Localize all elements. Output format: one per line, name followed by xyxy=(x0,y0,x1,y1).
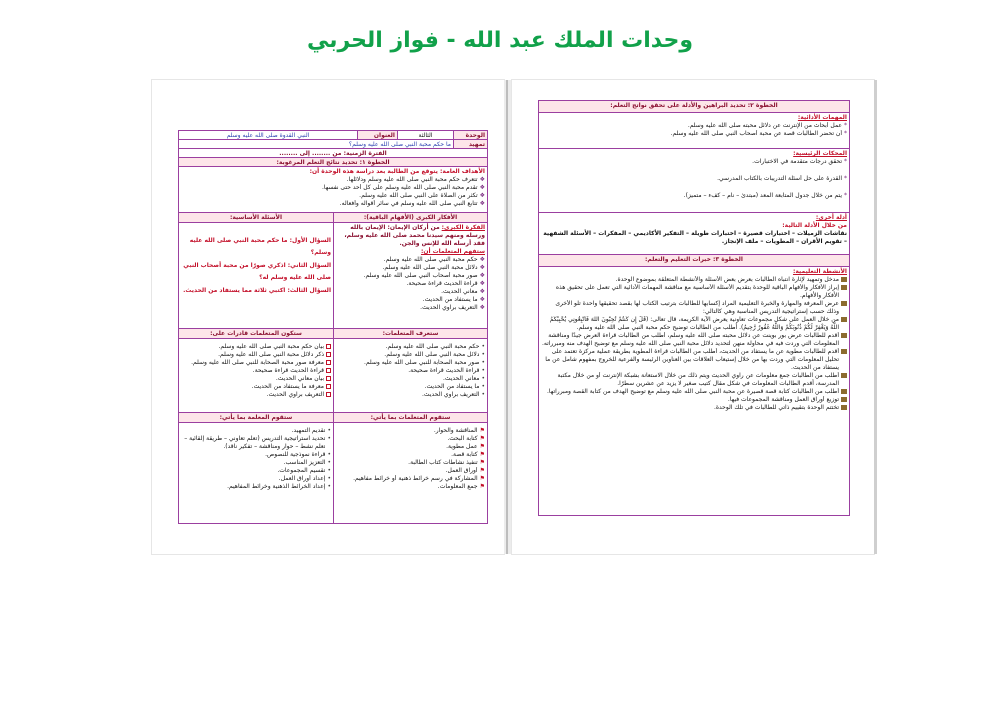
unit-plan-table xyxy=(178,130,488,524)
list-item: أقدم للطالبات عرض بور بوينت عن دلائل محبته صلى الله عليه وسلم، أطلب من الطالبات قراءة العرض جيدًا ومناقشة المعلومات التي وردت فيه في محاولة منهن لتحديد دلائل محبة النبي صلى الله عليه وسلم مع توضيح الهدف منه ومبرراته. xyxy=(541,332,847,348)
unit-title: النبي القدوة صلى الله عليه وسلم xyxy=(226,132,310,139)
bullet-icon: • xyxy=(481,343,485,350)
checkbox-icon xyxy=(326,368,331,373)
list-item: ⚑ المشاركة في رسم خرائط ذهنية أو خرائط مفاهيم. xyxy=(353,475,485,482)
bullet-icon: • xyxy=(327,483,331,490)
bullet-icon: • xyxy=(327,475,331,482)
checkbox-icon xyxy=(326,360,331,365)
flag-icon: ⚑ xyxy=(479,427,485,434)
goals-intro: الأهداف العامة: يتوقع من الطالبة بعد دراسة هذه الوحدة أن: xyxy=(309,168,485,175)
bullet-icon: • xyxy=(327,459,331,466)
star-bullet-icon: * xyxy=(844,158,847,165)
question-3: السؤال الثالث: اكتبي ثلاثة مما يستفاد من الحديث. xyxy=(183,287,331,294)
list-item: ⚑ أوراق العمل. xyxy=(445,467,485,474)
book-icon xyxy=(841,397,847,402)
list-item: إبراز الأفكار والأفهام الباقية للوحدة بتقديم الأسئلة الأساسية مع مناقشة المهمات الأدائية التي تعمل على تحقيق هذه الأفكار والأفهام. xyxy=(541,284,847,300)
flag-icon: ⚑ xyxy=(479,451,485,458)
flag-icon: ⚑ xyxy=(479,483,485,490)
big-ideas-title: الأفكار الكبرى (الأفهام الباقية): xyxy=(333,213,487,222)
book-icon xyxy=(841,389,847,394)
list-item: ❖ تكثر من الصلاة على النبي صلى الله عليه وسلم. xyxy=(359,192,485,199)
checkbox-icon xyxy=(326,392,331,397)
intro-question: ما حكم محبة النبي صلى الله عليه وسلم؟ xyxy=(348,141,451,148)
list-item: أقدم للطالبات مطوية عن ما يستفاد من الحديث، أطلب من الطالبات قراءة المطوية بطريقة عملية مركزة تعتمد على تحليل المعلومات التي وردت بها من خلال إستيعاب العلاقات بين العناوين الرئيسة والفرعية للخروج بمفهوم شامل عن ما يستفاد من الحديث. xyxy=(541,348,847,372)
list-item: تختتم الوحدة بتقييم ذاتي للطالبات في تلك الوحدة. xyxy=(541,404,847,412)
outcomes-label: ستفهم المتعلمات أن: xyxy=(420,248,485,255)
diamond-bullet-icon: ❖ xyxy=(479,176,485,183)
checkbox-icon xyxy=(326,376,331,381)
flag-icon: ⚑ xyxy=(479,459,485,466)
book-icon xyxy=(841,349,847,354)
diamond-bullet-icon: ❖ xyxy=(479,256,485,263)
list-item: أطلب من الطالبات كتابة قصة قصيرة عن محبة النبي صلى الله عليه وسلم مع توضيح الهدف من كتابة القصة ومبرراتها. xyxy=(541,388,847,396)
book-icon xyxy=(841,277,847,282)
unit-label: الوحدة xyxy=(453,131,487,139)
book-icon xyxy=(841,405,847,410)
page-title: وحدات الملك عبد الله - فواز الحربي xyxy=(306,28,694,53)
list-item: ذكر دلائل محبة النبي صلى الله عليه وسلم. xyxy=(181,351,331,359)
list-item: • التعريف براوي الحديث. xyxy=(422,391,485,398)
checkbox-icon xyxy=(326,352,331,357)
bullet-icon: • xyxy=(481,351,485,358)
bullet-icon: • xyxy=(481,367,485,374)
list-item: • تقديم التمهيد. xyxy=(291,427,331,434)
list-item: ❖ معاني الحديث. xyxy=(441,288,485,295)
list-item: ⚑ المناقشة والحوار. xyxy=(433,427,485,434)
list-item: * عمل أبحاث من الإنترنت عن دلائل محبته صلى الله عليه وسلم. xyxy=(687,122,847,129)
list-item: ❖ تتعرف حكم محبة النبي صلى الله عليه وسلم ودلائلها. xyxy=(346,176,485,183)
list-item: • قراءة نموذجية للنصوص. xyxy=(265,451,331,458)
list-item: • معاني الحديث. xyxy=(442,375,485,382)
list-item: أطلب من الطالبات جمع معلومات عن راوي الحديث ويتم ذلك من خلال الاستعانة بشبكة الإنترنت أو من خلال مكتبة المدرسة، أقدم الطالبات المعلومات في شكل مقال كتيب صغير لا يزيد عن عشرين سطرًا. xyxy=(541,372,847,388)
teacher-do-title: ستقوم المعلمة بما يأتي: xyxy=(219,414,293,421)
book-icon xyxy=(841,333,847,338)
diamond-bullet-icon: ❖ xyxy=(479,288,485,295)
list-item: • التعزيز المناسب. xyxy=(283,459,331,466)
evidence-activities-table xyxy=(538,100,850,516)
list-item: عرض المعرفة والمهارة والخبرة التعليمية المراد إكسابها للطالبات بترتيب الكتاب لها بقصد تحقيقها واحدة تلو الأخرى وذلك حسب إستراتيجية التدريس المناسبة وهي كالتالي: xyxy=(541,300,847,316)
list-item: ❖ حكم محبة النبي صلى الله عليه وسلم. xyxy=(383,256,485,263)
know-title: ستعرف المتعلمات: xyxy=(333,329,487,338)
list-item: ⚑ كتابة قصة. xyxy=(451,451,485,458)
able-title: ستكون المتعلمات قادرات على: xyxy=(210,330,302,337)
list-item: توزيع أوراق العمل ومناقشة المجموعات فيها. xyxy=(541,396,847,404)
list-item: * القدرة على حل أسئلة التدريبات بالكتاب المدرسي. xyxy=(717,175,847,182)
page-gutter xyxy=(504,80,512,554)
list-item: • تقسيم المجموعات. xyxy=(277,467,331,474)
list-item: ❖ تتابع النبي صلى الله عليه وسلم في سائر أقواله وأفعاله. xyxy=(339,200,485,207)
bullet-icon: • xyxy=(327,435,331,442)
star-bullet-icon: * xyxy=(844,192,847,199)
flag-icon: ⚑ xyxy=(479,443,485,450)
list-item: • إعداد الخرائط الذهنية وخرائط المفاهيم. xyxy=(227,483,331,490)
other-evidence-text: نقاشات الزميلات – اختبارات قصيرة – اختبارات طويلة – التفكير الأكاديمي – المفكرات – الأسئلة الشفهية – تقويم الأقران – المطويات – ملف الإنجاز. xyxy=(543,230,847,245)
list-item: بيان حكم محبة النبي صلى الله عليه وسلم. xyxy=(181,343,331,351)
star-bullet-icon: * xyxy=(844,175,847,182)
list-item: من خلال العمل على شكل مجموعات تعاونية يعرض الآية الكريمة، قال تعالى: (قُلْ إِن كُنتُمْ تُحِبُّونَ اللَّهَ فَاتَّبِعُونِي يُحْبِبْكُمُ اللَّهُ وَيَغْفِرْ لَكُمْ ذُنُوبَكُمْ وَاللَّهُ غَفُورٌ رَّحِيمٌ). أطلب من الطالبات توضيح حكم محبة النبي صلى الله عليه وسلم. xyxy=(541,316,847,332)
step3-title: الخطوة ٣: خبرات التعليم والتعلم: xyxy=(645,256,743,263)
other-evidence-sub: من خلال الأدلة التالية: xyxy=(782,222,847,229)
list-item: مدخل وتمهيد لإثارة انتباه الطالبات بعرض بعض الأسئلة والأنشطة المتعلقة بموضوع الوحدة. xyxy=(541,276,847,284)
question-2: السؤال الثاني: اذكري صورًا من محبة أصحاب النبي صلى الله عليه وسلم له؟ xyxy=(183,262,331,281)
list-item: معرفة ما يستفاد من الحديث. xyxy=(181,383,331,391)
diamond-bullet-icon: ❖ xyxy=(479,264,485,271)
big-idea-text: من أركان الإيمان: الإيمان بالله ورسله ومنهم سيدنا محمد صلى الله عليه وسلم، فقد أرسله الله للإنس والجن. xyxy=(344,224,485,247)
list-item: ❖ قراءة الحديث قراءة صحيحة. xyxy=(406,280,485,287)
diamond-bullet-icon: ❖ xyxy=(479,280,485,287)
diamond-bullet-icon: ❖ xyxy=(479,272,485,279)
list-item: بيان معاني الحديث. xyxy=(181,375,331,383)
step2-title: الخطوة ٢: تحديد البراهين والأدلة على تحقق نواتج التعلم: xyxy=(610,102,778,109)
bullet-icon: • xyxy=(327,427,331,434)
checkbox-icon xyxy=(326,344,331,349)
unit-value: الثالثة xyxy=(397,131,453,139)
list-item: ❖ صور محبة أصحاب النبي صلى الله عليه وسلم. xyxy=(363,272,485,279)
activities-title: الأنشطة التعليمية: xyxy=(792,268,847,275)
list-item: ❖ التعريف براوي الحديث. xyxy=(420,304,485,311)
list-item: التعريف براوي الحديث. xyxy=(181,391,331,399)
list-item: معرفة صور محبة الصحابة للنبي صلى الله عليه وسلم. xyxy=(181,359,331,367)
list-item: ⚑ كتابة البحث. xyxy=(447,435,485,442)
diamond-bullet-icon: ❖ xyxy=(479,192,485,199)
star-bullet-icon: * xyxy=(844,122,847,129)
list-item: • إعداد أوراق العمل. xyxy=(278,475,331,482)
book-icon xyxy=(841,317,847,322)
diamond-bullet-icon: ❖ xyxy=(479,296,485,303)
bullet-icon: • xyxy=(327,467,331,474)
list-item: ❖ دلائل محبة النبي صلى الله عليه وسلم. xyxy=(382,264,485,271)
list-item: • دلائل محبة النبي صلى الله عليه وسلم. xyxy=(384,351,485,358)
list-item: • ما يستفاد من الحديث. xyxy=(424,383,485,390)
checkbox-icon xyxy=(326,384,331,389)
question-1: السؤال الأول: ما حكم محبة النبي صلى الله عليه وسلم؟ xyxy=(189,237,331,256)
book-icon xyxy=(841,373,847,378)
flag-icon: ⚑ xyxy=(479,435,485,442)
list-item: • صور محبة الصحابة للنبي صلى الله عليه وسلم. xyxy=(363,359,485,366)
flag-icon: ⚑ xyxy=(479,467,485,474)
flag-icon: ⚑ xyxy=(479,475,485,482)
list-item: • قراءة الحديث قراءة صحيحة. xyxy=(408,367,485,374)
book-icon xyxy=(841,301,847,306)
time-period: الفترة الزمنية: من ........ إلى ........ xyxy=(279,150,387,157)
other-evidence-title: أدلة أخرى: xyxy=(815,214,847,221)
bullet-icon: • xyxy=(481,359,485,366)
list-item: * تحقق درجات متقدمة في الاختبارات. xyxy=(752,158,847,165)
list-item: • تحديد استراتيجية التدريس (تعلم تعاوني – طريقة إلقائية – تعلم نشط – حوار ومناقشة – تفكير ناقد). xyxy=(184,435,331,450)
diamond-bullet-icon: ❖ xyxy=(479,184,485,191)
intro-label: تمهيد xyxy=(453,140,487,148)
diamond-bullet-icon: ❖ xyxy=(479,304,485,311)
step1-title: الخطوة ١: تحديد نتائج التعلم المرغوبة: xyxy=(276,159,390,166)
tasks-title: المهمات الأدائية: xyxy=(797,114,847,121)
bullet-icon: • xyxy=(481,375,485,382)
students-do-title: ستقوم المتعلمات بما يأتي: xyxy=(333,413,487,422)
list-item: ⚑ جمع المعلومات. xyxy=(437,483,485,490)
bullet-icon: • xyxy=(327,451,331,458)
book-icon xyxy=(841,285,847,290)
big-idea-label: الفكرة الكبرى: xyxy=(441,224,485,231)
list-item: ❖ تقدم محبة النبي صلى الله عليه وسلم على كل أحد حتى نفسها. xyxy=(321,184,485,191)
diamond-bullet-icon: ❖ xyxy=(479,200,485,207)
bullet-icon: • xyxy=(481,391,485,398)
title-label: العنوان xyxy=(357,131,397,139)
list-item: * أن تحضر الطالبات قصة عن محبة أصحاب النبي صلى الله عليه وسلم. xyxy=(670,130,847,137)
goals-list xyxy=(181,176,485,208)
criteria-title: المحكات الرئيسية: xyxy=(793,150,847,157)
list-item: • حكم محبة النبي صلى الله عليه وسلم. xyxy=(385,343,485,350)
essential-questions-title: الأسئلة الأساسية: xyxy=(229,214,283,221)
bullet-icon: • xyxy=(481,383,485,390)
list-item: ⚑ عمل مطوية. xyxy=(446,443,485,450)
list-item: قراءة الحديث قراءة صحيحة. xyxy=(181,367,331,375)
list-item: * يتم من خلال جدول المتابعة المعد (مبتدئ – نام – كفء – متميز). xyxy=(683,192,847,199)
list-item: ⚑ تنفيذ نشاطات كتاب الطالبة. xyxy=(408,459,485,466)
list-item: ❖ ما يستفاد من الحديث. xyxy=(422,296,485,303)
star-bullet-icon: * xyxy=(844,130,847,137)
